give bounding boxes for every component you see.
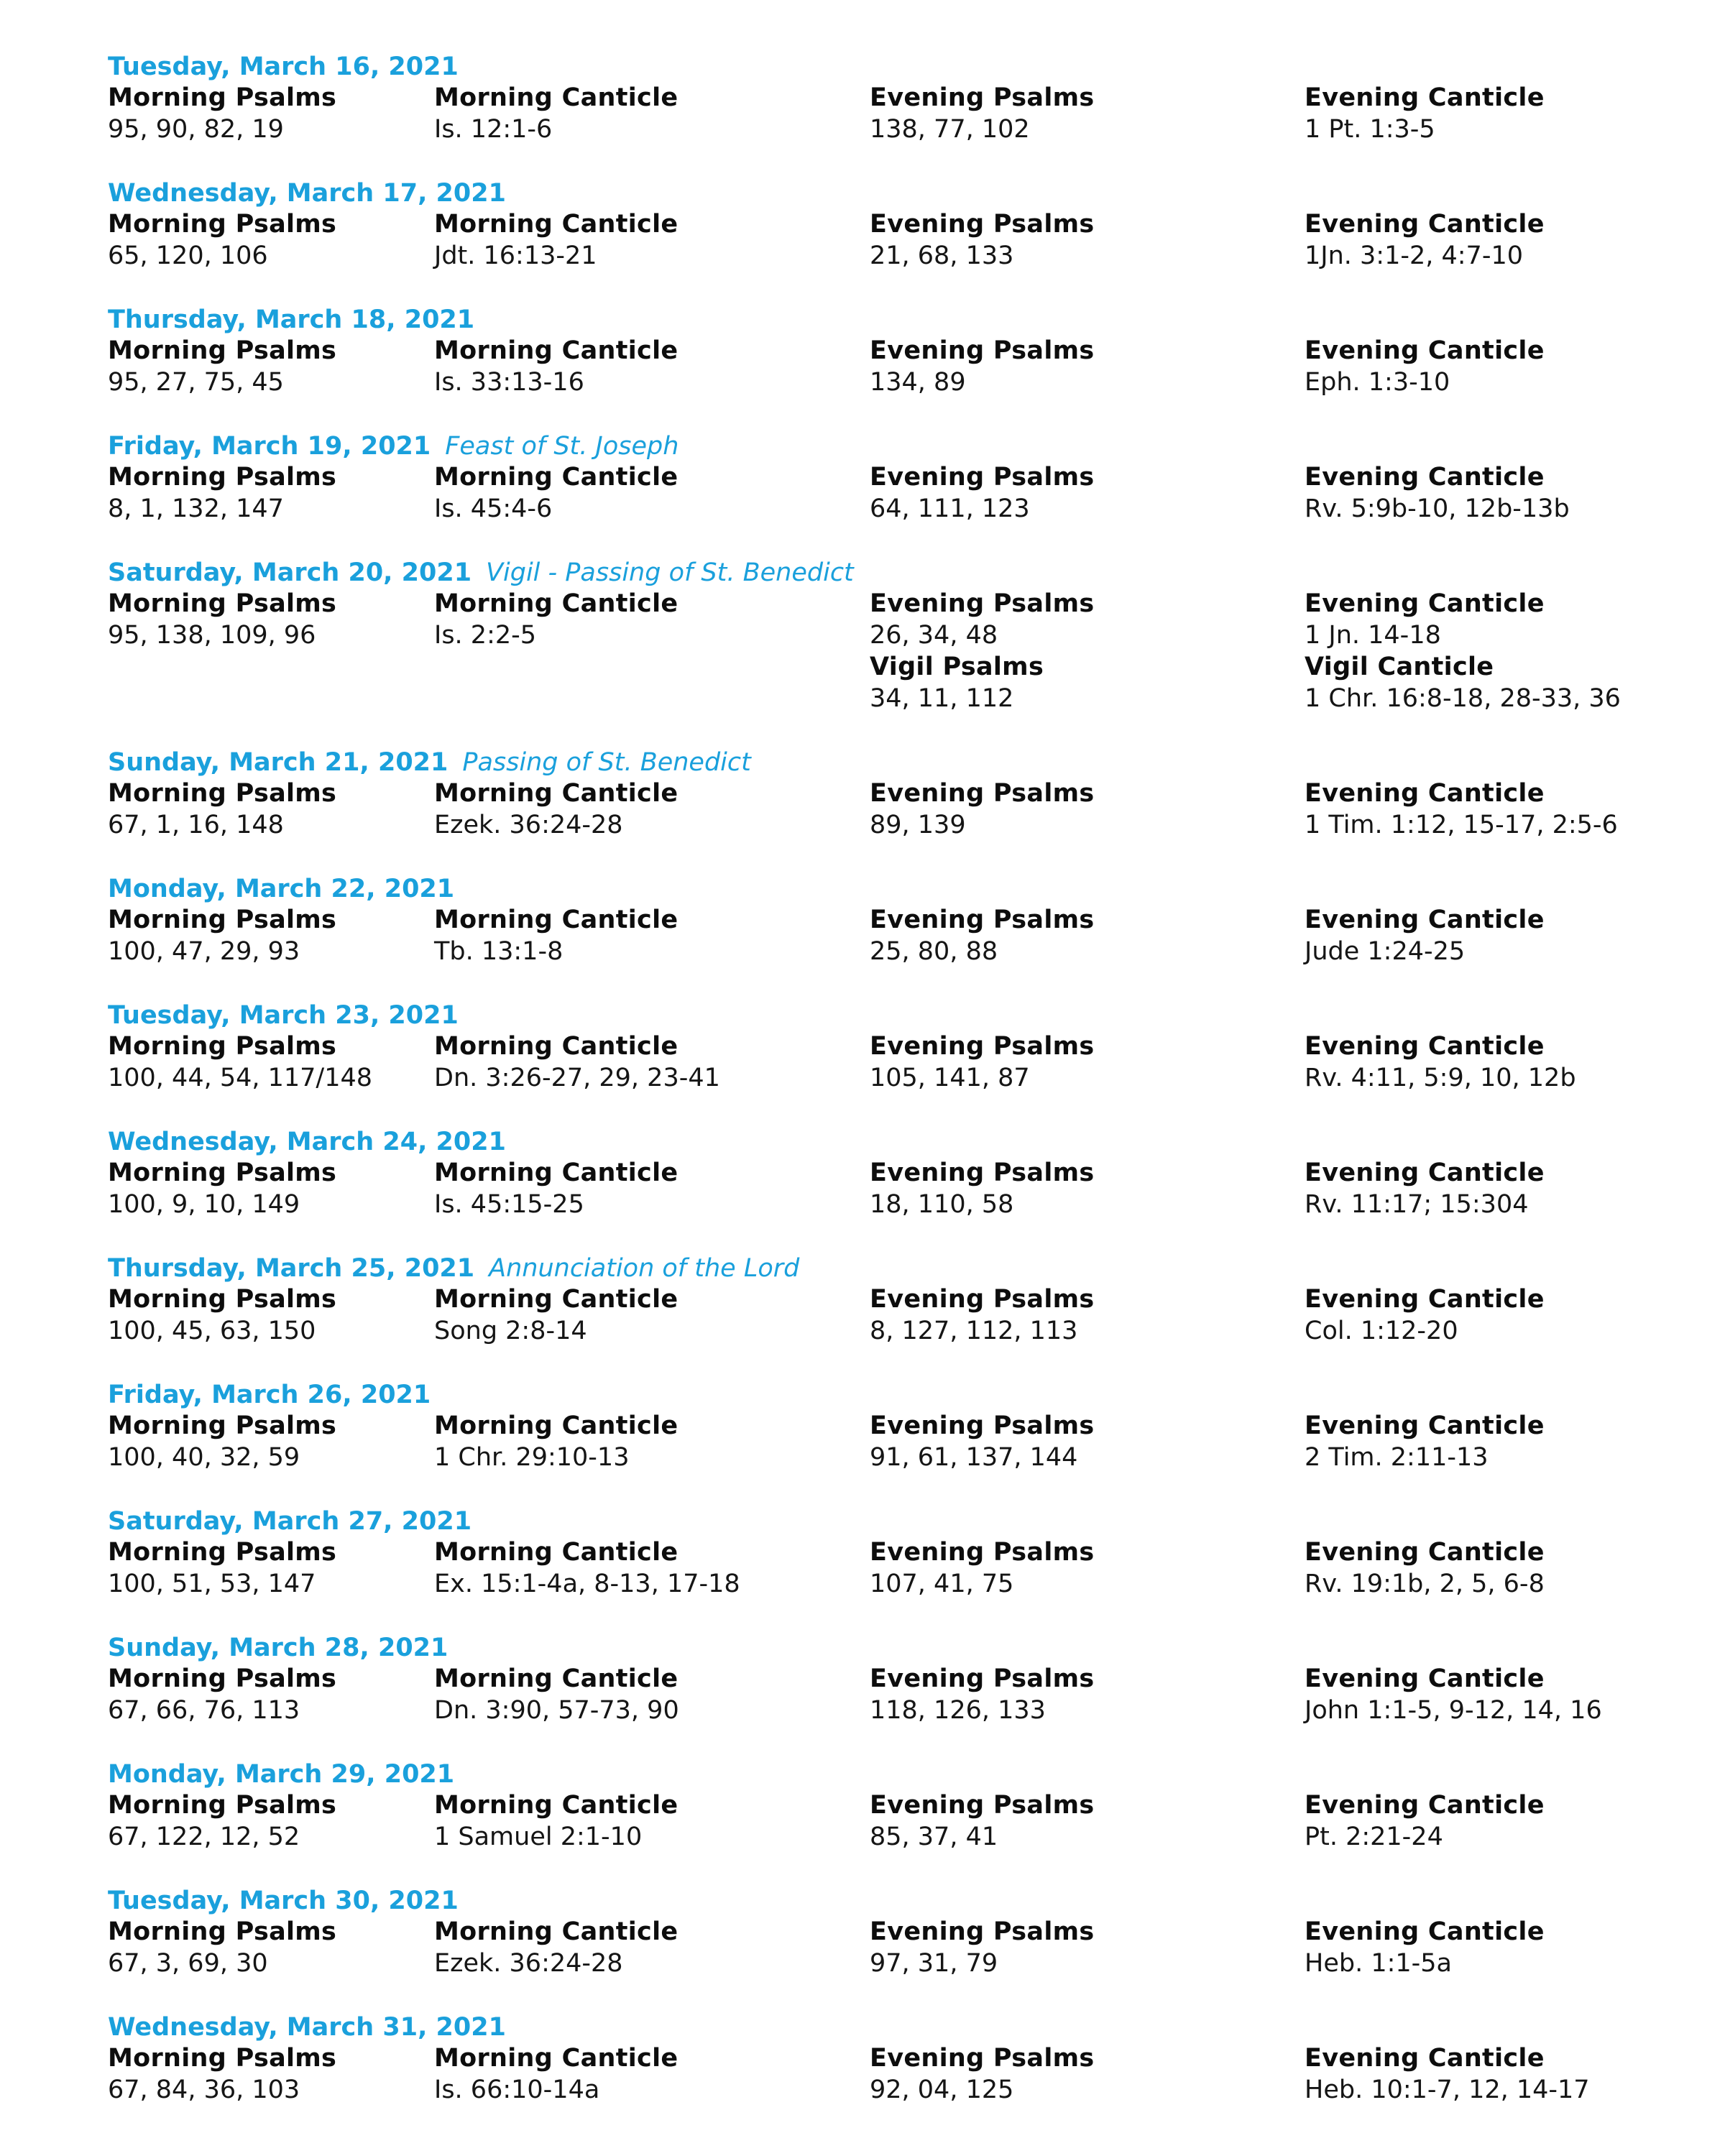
evening-psalms-value: 92, 04, 125	[870, 2076, 1014, 2104]
evening-canticle-value: Rv. 19:1b, 2, 5, 6-8	[1305, 1570, 1545, 1598]
morning-canticle-value: Ezek. 36:24-28	[434, 1949, 623, 1978]
date: Monday, March 29, 2021	[108, 1760, 455, 1789]
morning-canticle-label: Morning Canticle	[434, 1158, 678, 1187]
vigil-canticle-label: Vigil Canticle	[1305, 653, 1494, 681]
evening-canticle-label: Evening Canticle	[1305, 336, 1545, 365]
evening-psalms-label: Evening Psalms	[870, 589, 1095, 618]
morning-psalms-value: 95, 27, 75, 45	[108, 368, 284, 397]
morning-psalms-value: 100, 45, 63, 150	[108, 1317, 316, 1345]
evening-canticle-value: Rv. 5:9b-10, 12b-13b	[1305, 494, 1570, 523]
morning-psalms-label: Morning Psalms	[108, 1791, 337, 1820]
evening-canticle-label: Evening Canticle	[1305, 1538, 1545, 1567]
date: Tuesday, March 23, 2021	[108, 1001, 459, 1030]
date: Wednesday, March 31, 2021	[108, 2013, 506, 2042]
day-entry	[0, 379, 1725, 523]
morning-canticle-value: Is. 66:10-14a	[434, 2076, 600, 2104]
morning-canticle-label: Morning Canticle	[434, 1411, 678, 1440]
evening-canticle-label: Evening Canticle	[1305, 2044, 1545, 2073]
evening-canticle-value: 1 Tim. 1:12, 15-17, 2:5-6	[1305, 811, 1618, 839]
morning-canticle-value: Ex. 15:1-4a, 8-13, 17-18	[434, 1570, 740, 1598]
date: Tuesday, March 16, 2021	[108, 52, 459, 81]
morning-canticle-value: Tb. 13:1-8	[434, 937, 564, 966]
evening-canticle-value: Heb. 10:1-7, 12, 14-17	[1305, 2076, 1590, 2104]
date: Monday, March 22, 2021	[108, 875, 455, 903]
day-entry	[0, 1202, 1725, 1345]
evening-psalms-value: 91, 61, 137, 144	[870, 1443, 1078, 1472]
morning-psalms-label: Morning Psalms	[108, 210, 337, 239]
date-heading	[108, 177, 520, 210]
day-entry	[0, 0, 1725, 144]
morning-canticle-label: Morning Canticle	[434, 1285, 678, 1314]
evening-canticle-label: Evening Canticle	[1305, 1791, 1545, 1820]
day-entry	[0, 1708, 1725, 1851]
date: Wednesday, March 24, 2021	[108, 1128, 506, 1156]
morning-psalms-label: Morning Psalms	[108, 1664, 337, 1693]
morning-psalms-label: Morning Psalms	[108, 1917, 337, 1946]
date-heading	[108, 999, 473, 1032]
day-entry	[0, 1455, 1725, 1598]
evening-canticle-value: 1Jn. 3:1-2, 4:7-10	[1305, 241, 1523, 270]
date-heading	[108, 1631, 462, 1664]
evening-psalms-value: 97, 31, 79	[870, 1949, 998, 1978]
evening-canticle-value: Pt. 2:21-24	[1305, 1823, 1443, 1851]
day-entry	[0, 1581, 1725, 1725]
morning-canticle-label: Morning Canticle	[434, 906, 678, 934]
evening-canticle-label: Evening Canticle	[1305, 1664, 1545, 1693]
morning-canticle-label: Morning Canticle	[434, 210, 678, 239]
date-heading	[108, 1505, 486, 1538]
evening-canticle-label: Evening Canticle	[1305, 463, 1545, 492]
evening-canticle-label: Evening Canticle	[1305, 210, 1545, 239]
morning-canticle-label: Morning Canticle	[434, 1032, 678, 1061]
day-entry	[0, 949, 1725, 1092]
evening-psalms-label: Evening Psalms	[870, 1158, 1095, 1187]
morning-canticle-label: Morning Canticle	[434, 1664, 678, 1693]
evening-psalms-value: 8, 127, 112, 113	[870, 1317, 1078, 1345]
evening-canticle-value: Col. 1:12-20	[1305, 1317, 1458, 1345]
morning-canticle-value: Is. 45:4-6	[434, 494, 553, 523]
evening-psalms-value: 25, 80, 88	[870, 937, 998, 966]
day-entry	[0, 1961, 1725, 2104]
date: Friday, March 26, 2021	[108, 1381, 431, 1409]
date-heading	[108, 872, 469, 906]
evening-psalms-label: Evening Psalms	[870, 210, 1095, 239]
morning-canticle-value: Is. 45:15-25	[434, 1190, 584, 1219]
morning-psalms-value: 95, 138, 109, 96	[108, 621, 316, 650]
morning-psalms-label: Morning Psalms	[108, 2044, 337, 2073]
evening-canticle	[1305, 2042, 1590, 2106]
evening-psalms-value: 89, 139	[870, 811, 966, 839]
evening-psalms-value: 107, 41, 75	[870, 1570, 1014, 1598]
day-entry	[0, 1075, 1725, 1219]
feast-name: Passing of St. Benedict	[462, 748, 751, 777]
evening-canticle-value: 1 Pt. 1:3-5	[1305, 115, 1435, 144]
morning-psalms-label: Morning Psalms	[108, 83, 337, 112]
evening-psalms-value: 18, 110, 58	[870, 1190, 1014, 1219]
feast-name: Annunciation of the Lord	[489, 1254, 800, 1283]
evening-psalms-label: Evening Psalms	[870, 2044, 1095, 2073]
morning-psalms-value: 100, 9, 10, 149	[108, 1190, 300, 1219]
morning-psalms-label: Morning Psalms	[108, 1538, 337, 1567]
morning-canticle-value: Is. 2:2-5	[434, 621, 537, 650]
date: Thursday, March 25, 2021	[108, 1254, 475, 1283]
vigil-psalms-label: Vigil Psalms	[870, 653, 1044, 681]
morning-psalms-value: 67, 66, 76, 113	[108, 1696, 300, 1725]
day-entry	[0, 1834, 1725, 1978]
morning-canticle-label: Morning Canticle	[434, 336, 678, 365]
morning-psalms-label: Morning Psalms	[108, 779, 337, 808]
morning-psalms-label: Morning Psalms	[108, 1411, 337, 1440]
evening-psalms-label: Evening Psalms	[870, 1538, 1095, 1567]
morning-psalms-label: Morning Psalms	[108, 589, 337, 618]
morning-canticle-label: Morning Canticle	[434, 589, 678, 618]
morning-canticle-value: Ezek. 36:24-28	[434, 811, 623, 839]
date: Friday, March 19, 2021	[108, 432, 431, 461]
evening-canticle-label: Evening Canticle	[1305, 1411, 1545, 1440]
evening-canticle-label: Evening Canticle	[1305, 83, 1545, 112]
morning-psalms-label: Morning Psalms	[108, 1032, 337, 1061]
morning-psalms-value: 67, 122, 12, 52	[108, 1823, 300, 1851]
evening-canticle-label: Evening Canticle	[1305, 1917, 1545, 1946]
day-entry	[0, 506, 1725, 713]
morning-canticle-label: Morning Canticle	[434, 2044, 678, 2073]
evening-canticle-label: Evening Canticle	[1305, 1158, 1545, 1187]
morning-canticle-label: Morning Canticle	[434, 463, 678, 492]
evening-psalms-value: 134, 89	[870, 368, 966, 397]
morning-canticle-value: Dn. 3:90, 57-73, 90	[434, 1696, 679, 1725]
morning-canticle-value: Is. 12:1-6	[434, 115, 553, 144]
date-heading	[108, 556, 854, 589]
morning-psalms-value: 67, 3, 69, 30	[108, 1949, 268, 1978]
vigil-canticle-value: 1 Chr. 16:8-18, 28-33, 36	[1305, 684, 1621, 713]
date-heading	[108, 746, 751, 779]
evening-psalms-value: 118, 126, 133	[870, 1696, 1046, 1725]
evening-canticle-label: Evening Canticle	[1305, 779, 1545, 808]
evening-psalms-label: Evening Psalms	[870, 1791, 1095, 1820]
evening-psalms-label: Evening Psalms	[870, 1917, 1095, 1946]
morning-canticle-label: Morning Canticle	[434, 83, 678, 112]
morning-canticle-value: 1 Samuel 2:1-10	[434, 1823, 643, 1851]
evening-psalms-label: Evening Psalms	[870, 906, 1095, 934]
morning-canticle-value: Song 2:8-14	[434, 1317, 587, 1345]
evening-canticle-value: 2 Tim. 2:11-13	[1305, 1443, 1489, 1472]
evening-psalms-value: 105, 141, 87	[870, 1064, 1030, 1092]
morning-psalms-value: 8, 1, 132, 147	[108, 494, 284, 523]
morning-psalms-value: 67, 1, 16, 148	[108, 811, 284, 839]
morning-canticle-value: Is. 33:13-16	[434, 368, 584, 397]
evening-canticle-label: Evening Canticle	[1305, 589, 1545, 618]
date: Tuesday, March 30, 2021	[108, 1886, 459, 1915]
evening-canticle-label: Evening Canticle	[1305, 906, 1545, 934]
morning-psalms-label: Morning Psalms	[108, 463, 337, 492]
feast-name: Vigil - Passing of St. Benedict	[486, 558, 854, 587]
date-heading	[108, 1758, 469, 1791]
evening-canticle-value: Heb. 1:1-5a	[1305, 1949, 1452, 1978]
date-heading	[108, 303, 489, 336]
evening-canticle-value: Rv. 11:17; 15:304	[1305, 1190, 1529, 1219]
evening-canticle-value: 1 Jn. 14-18	[1305, 621, 1441, 650]
date: Sunday, March 21, 2021	[108, 748, 448, 777]
evening-psalms-label: Evening Psalms	[870, 83, 1095, 112]
date-heading	[108, 430, 678, 463]
evening-psalms-value: 138, 77, 102	[870, 115, 1030, 144]
day-entry	[0, 253, 1725, 397]
date: Saturday, March 20, 2021	[108, 558, 472, 587]
evening-psalms-label: Evening Psalms	[870, 779, 1095, 808]
morning-canticle-value: Dn. 3:26-27, 29, 23-41	[434, 1064, 720, 1092]
evening-psalms-label: Evening Psalms	[870, 1032, 1095, 1061]
evening-canticle-value: Jude 1:24-25	[1305, 937, 1466, 966]
morning-psalms-label: Morning Psalms	[108, 336, 337, 365]
day-entry	[0, 696, 1725, 839]
morning-psalms-label: Morning Psalms	[108, 1158, 337, 1187]
morning-psalms	[108, 588, 336, 651]
morning-canticle-value: 1 Chr. 29:10-13	[434, 1443, 630, 1472]
date: Wednesday, March 17, 2021	[108, 179, 506, 208]
morning-canticle-value: Jdt. 16:13-21	[434, 241, 597, 270]
date: Saturday, March 27, 2021	[108, 1507, 472, 1536]
evening-psalms-value: 85, 37, 41	[870, 1823, 998, 1851]
morning-canticle	[434, 588, 678, 651]
evening-psalms-value: 64, 111, 123	[870, 494, 1030, 523]
morning-canticle	[434, 2042, 678, 2106]
morning-psalms-value: 65, 120, 106	[108, 241, 268, 270]
morning-psalms-label: Morning Psalms	[108, 906, 337, 934]
morning-canticle-label: Morning Canticle	[434, 779, 678, 808]
evening-psalms-label: Evening Psalms	[870, 463, 1095, 492]
morning-canticle-label: Morning Canticle	[434, 1538, 678, 1567]
morning-canticle-label: Morning Canticle	[434, 1791, 678, 1820]
evening-psalms-label: Evening Psalms	[870, 1285, 1095, 1314]
morning-psalms-value: 100, 44, 54, 117/148	[108, 1064, 373, 1092]
date: Thursday, March 18, 2021	[108, 305, 475, 334]
day-entry	[0, 822, 1725, 966]
morning-psalms	[108, 2042, 336, 2106]
evening-canticle-label: Evening Canticle	[1305, 1032, 1545, 1061]
date-heading	[108, 1884, 473, 1917]
evening-canticle-value: Rv. 4:11, 5:9, 10, 12b	[1305, 1064, 1576, 1092]
evening-psalms-label: Evening Psalms	[870, 1411, 1095, 1440]
date-heading	[108, 1252, 799, 1285]
date-heading	[108, 50, 473, 83]
evening-psalms-value: 26, 34, 48	[870, 621, 998, 650]
date-heading	[108, 1378, 445, 1411]
date: Sunday, March 28, 2021	[108, 1634, 448, 1662]
day-entry	[0, 1328, 1725, 1472]
morning-psalms-value: 67, 84, 36, 103	[108, 2076, 300, 2104]
morning-psalms-value: 95, 90, 82, 19	[108, 115, 284, 144]
evening-psalms-label: Evening Psalms	[870, 1664, 1095, 1693]
date-heading	[108, 2011, 520, 2044]
date-heading	[108, 1125, 520, 1158]
evening-canticle-value: Eph. 1:3-10	[1305, 368, 1450, 397]
evening-canticle-value: John 1:1-5, 9-12, 14, 16	[1305, 1696, 1602, 1725]
morning-psalms-value: 100, 51, 53, 147	[108, 1570, 316, 1598]
evening-psalms-value: 21, 68, 133	[870, 241, 1014, 270]
evening-psalms	[870, 2042, 1095, 2106]
vigil-psalms-value: 34, 11, 112	[870, 684, 1014, 713]
evening-psalms-label: Evening Psalms	[870, 336, 1095, 365]
day-entry	[0, 126, 1725, 270]
morning-psalms-value: 100, 40, 32, 59	[108, 1443, 300, 1472]
morning-psalms-value: 100, 47, 29, 93	[108, 937, 300, 966]
feast-name: Feast of St. Joseph	[445, 432, 679, 461]
morning-psalms-label: Morning Psalms	[108, 1285, 337, 1314]
evening-canticle-label: Evening Canticle	[1305, 1285, 1545, 1314]
morning-canticle-label: Morning Canticle	[434, 1917, 678, 1946]
